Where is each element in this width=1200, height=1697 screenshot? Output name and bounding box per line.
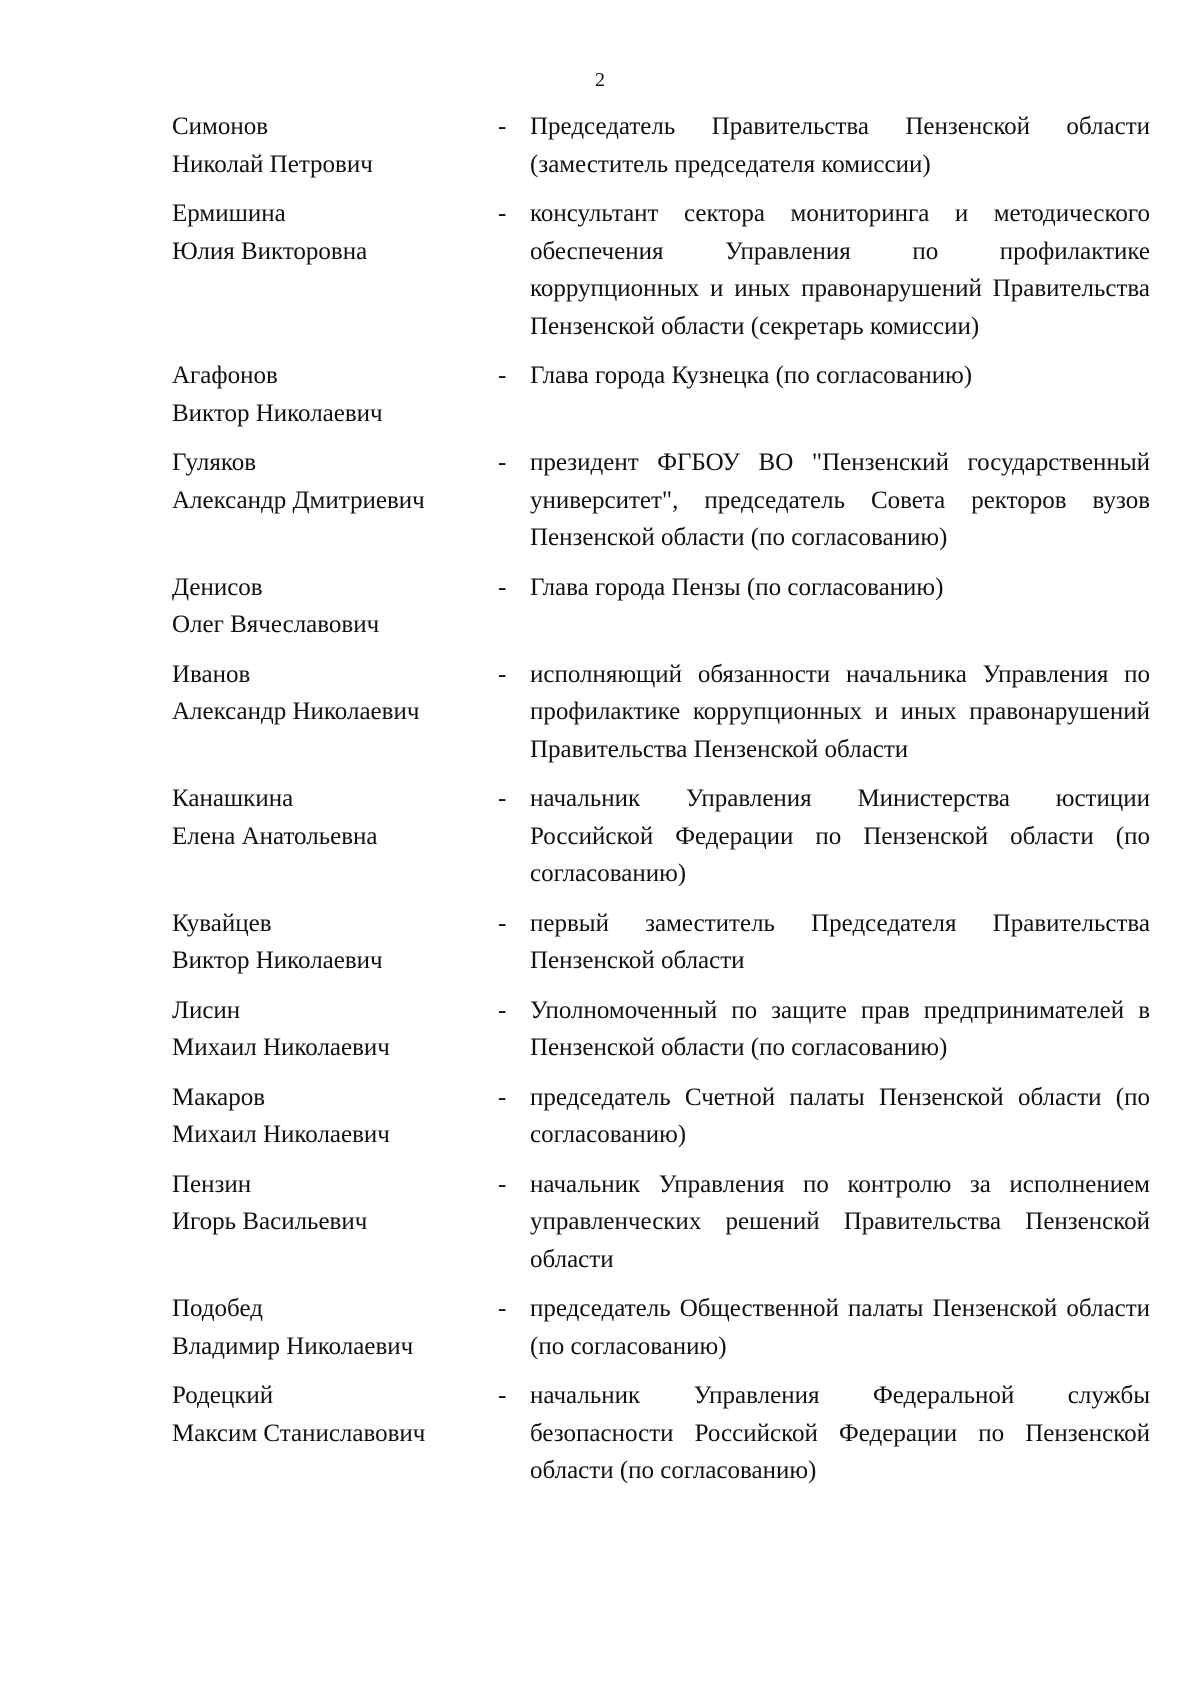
member-surname: Канашкина (172, 785, 294, 812)
member-position: консультант сектора мониторинга и методического обеспечения Управления по профилактике коррупционных и иных правонарушений Правительства Пензенской области (секретарь комиссии) (530, 200, 1150, 340)
member-row (172, 444, 1150, 557)
commission-members-list (172, 108, 1150, 1502)
member-position: первый заместитель Председателя Правительства Пензенской области (530, 909, 1150, 974)
member-position: Глава города Кузнецка (по согласованию) (530, 362, 973, 389)
member-given-names: Елена Анатольевна (172, 822, 378, 850)
member-given-names: Виктор Николаевич (172, 399, 383, 427)
member-dash: - (498, 200, 507, 227)
member-position: исполняющий обязанности начальника Управления по профилактике коррупционных и иных правонарушений Правительства Пензенской области (530, 660, 1150, 763)
member-given-names: Николай Петрович (172, 150, 373, 178)
member-row (172, 1377, 1150, 1490)
member-row (172, 1079, 1150, 1154)
member-given-names: Юлия Викторовна (172, 237, 368, 265)
member-given-names: Михаил Николаевич (172, 1121, 390, 1148)
member-name (172, 357, 492, 432)
member-row (172, 108, 1150, 183)
member-name (172, 195, 492, 270)
member-surname: Ермишина (172, 200, 286, 227)
member-name (172, 1079, 492, 1154)
member-name (172, 569, 492, 644)
member-name (172, 1290, 492, 1365)
member-row (172, 780, 1150, 893)
member-name (172, 444, 492, 519)
member-name (172, 992, 492, 1067)
member-position: президент ФГБОУ ВО "Пензенский государственный университет", председатель Совета ректоров вузов Пензенской области (по согласованию) (530, 449, 1150, 551)
member-surname: Иванов (172, 660, 251, 688)
member-dash: - (498, 909, 507, 937)
member-dash: - (498, 573, 507, 601)
member-given-names: Владимир Николаевич (172, 1332, 414, 1360)
member-dash: - (498, 785, 507, 812)
member-position: Уполномоченный по защите прав предпринимателей в Пензенской области (по согласованию) (530, 996, 1150, 1061)
member-surname: Симонов (172, 113, 269, 140)
member-surname: Агафонов (172, 362, 278, 389)
page-number: 2 (595, 69, 605, 91)
member-row (172, 656, 1150, 769)
member-given-names: Олег Вячеславович (172, 611, 380, 638)
member-surname: Макаров (172, 1083, 265, 1111)
member-surname: Гуляков (172, 449, 257, 476)
member-position: начальник Управления Министерства юстиции Российской Федерации по Пензенской области (по согласованию) (530, 785, 1150, 887)
member-name (172, 905, 492, 980)
member-name (172, 780, 492, 855)
member-surname: Подобед (172, 1295, 263, 1322)
member-given-names: Михаил Николаевич (172, 1034, 390, 1061)
member-position: председатель Общественной палаты Пензенской области (по согласованию) (530, 1295, 1150, 1360)
member-dash: - (498, 1382, 507, 1409)
member-position: начальник Управления Федеральной службы безопасности Российской Федерации по Пензенской области (по согласованию) (530, 1382, 1150, 1484)
member-row (172, 1166, 1150, 1279)
member-surname: Денисов (172, 573, 263, 601)
member-dash: - (498, 362, 507, 389)
member-row (172, 905, 1150, 980)
member-position: председатель Счетной палаты Пензенской области (по согласованию) (530, 1083, 1150, 1148)
member-given-names: Александр Дмитриевич (172, 486, 425, 514)
member-dash: - (498, 996, 507, 1024)
member-surname: Лисин (172, 996, 241, 1024)
member-dash: - (498, 113, 507, 140)
member-position: Председатель Правительства Пензенской области (заместитель председателя комиссии) (530, 113, 1150, 178)
member-given-names: Игорь Васильевич (172, 1208, 368, 1235)
member-name (172, 656, 492, 731)
member-row (172, 195, 1150, 345)
member-dash: - (498, 449, 507, 476)
member-position: начальник Управления по контролю за исполнением управленческих решений Правительства Пензенской области (530, 1170, 1150, 1273)
member-surname: Пензин (172, 1170, 252, 1198)
member-row (172, 569, 1150, 644)
member-given-names: Александр Николаевич (172, 698, 420, 725)
member-dash: - (498, 1170, 507, 1198)
member-position: Глава города Пензы (по согласованию) (530, 573, 944, 601)
member-surname: Кувайцев (172, 909, 272, 937)
member-dash: - (498, 1295, 507, 1322)
member-given-names: Виктор Николаевич (172, 947, 383, 974)
member-row (172, 992, 1150, 1067)
member-dash: - (498, 1083, 507, 1111)
member-row (172, 357, 1150, 432)
member-name (172, 1377, 492, 1452)
member-row (172, 1290, 1150, 1365)
member-dash: - (498, 660, 507, 688)
member-name (172, 1166, 492, 1241)
member-surname: Родецкий (172, 1382, 274, 1409)
member-name (172, 108, 492, 183)
member-given-names: Максим Станиславович (172, 1419, 426, 1447)
